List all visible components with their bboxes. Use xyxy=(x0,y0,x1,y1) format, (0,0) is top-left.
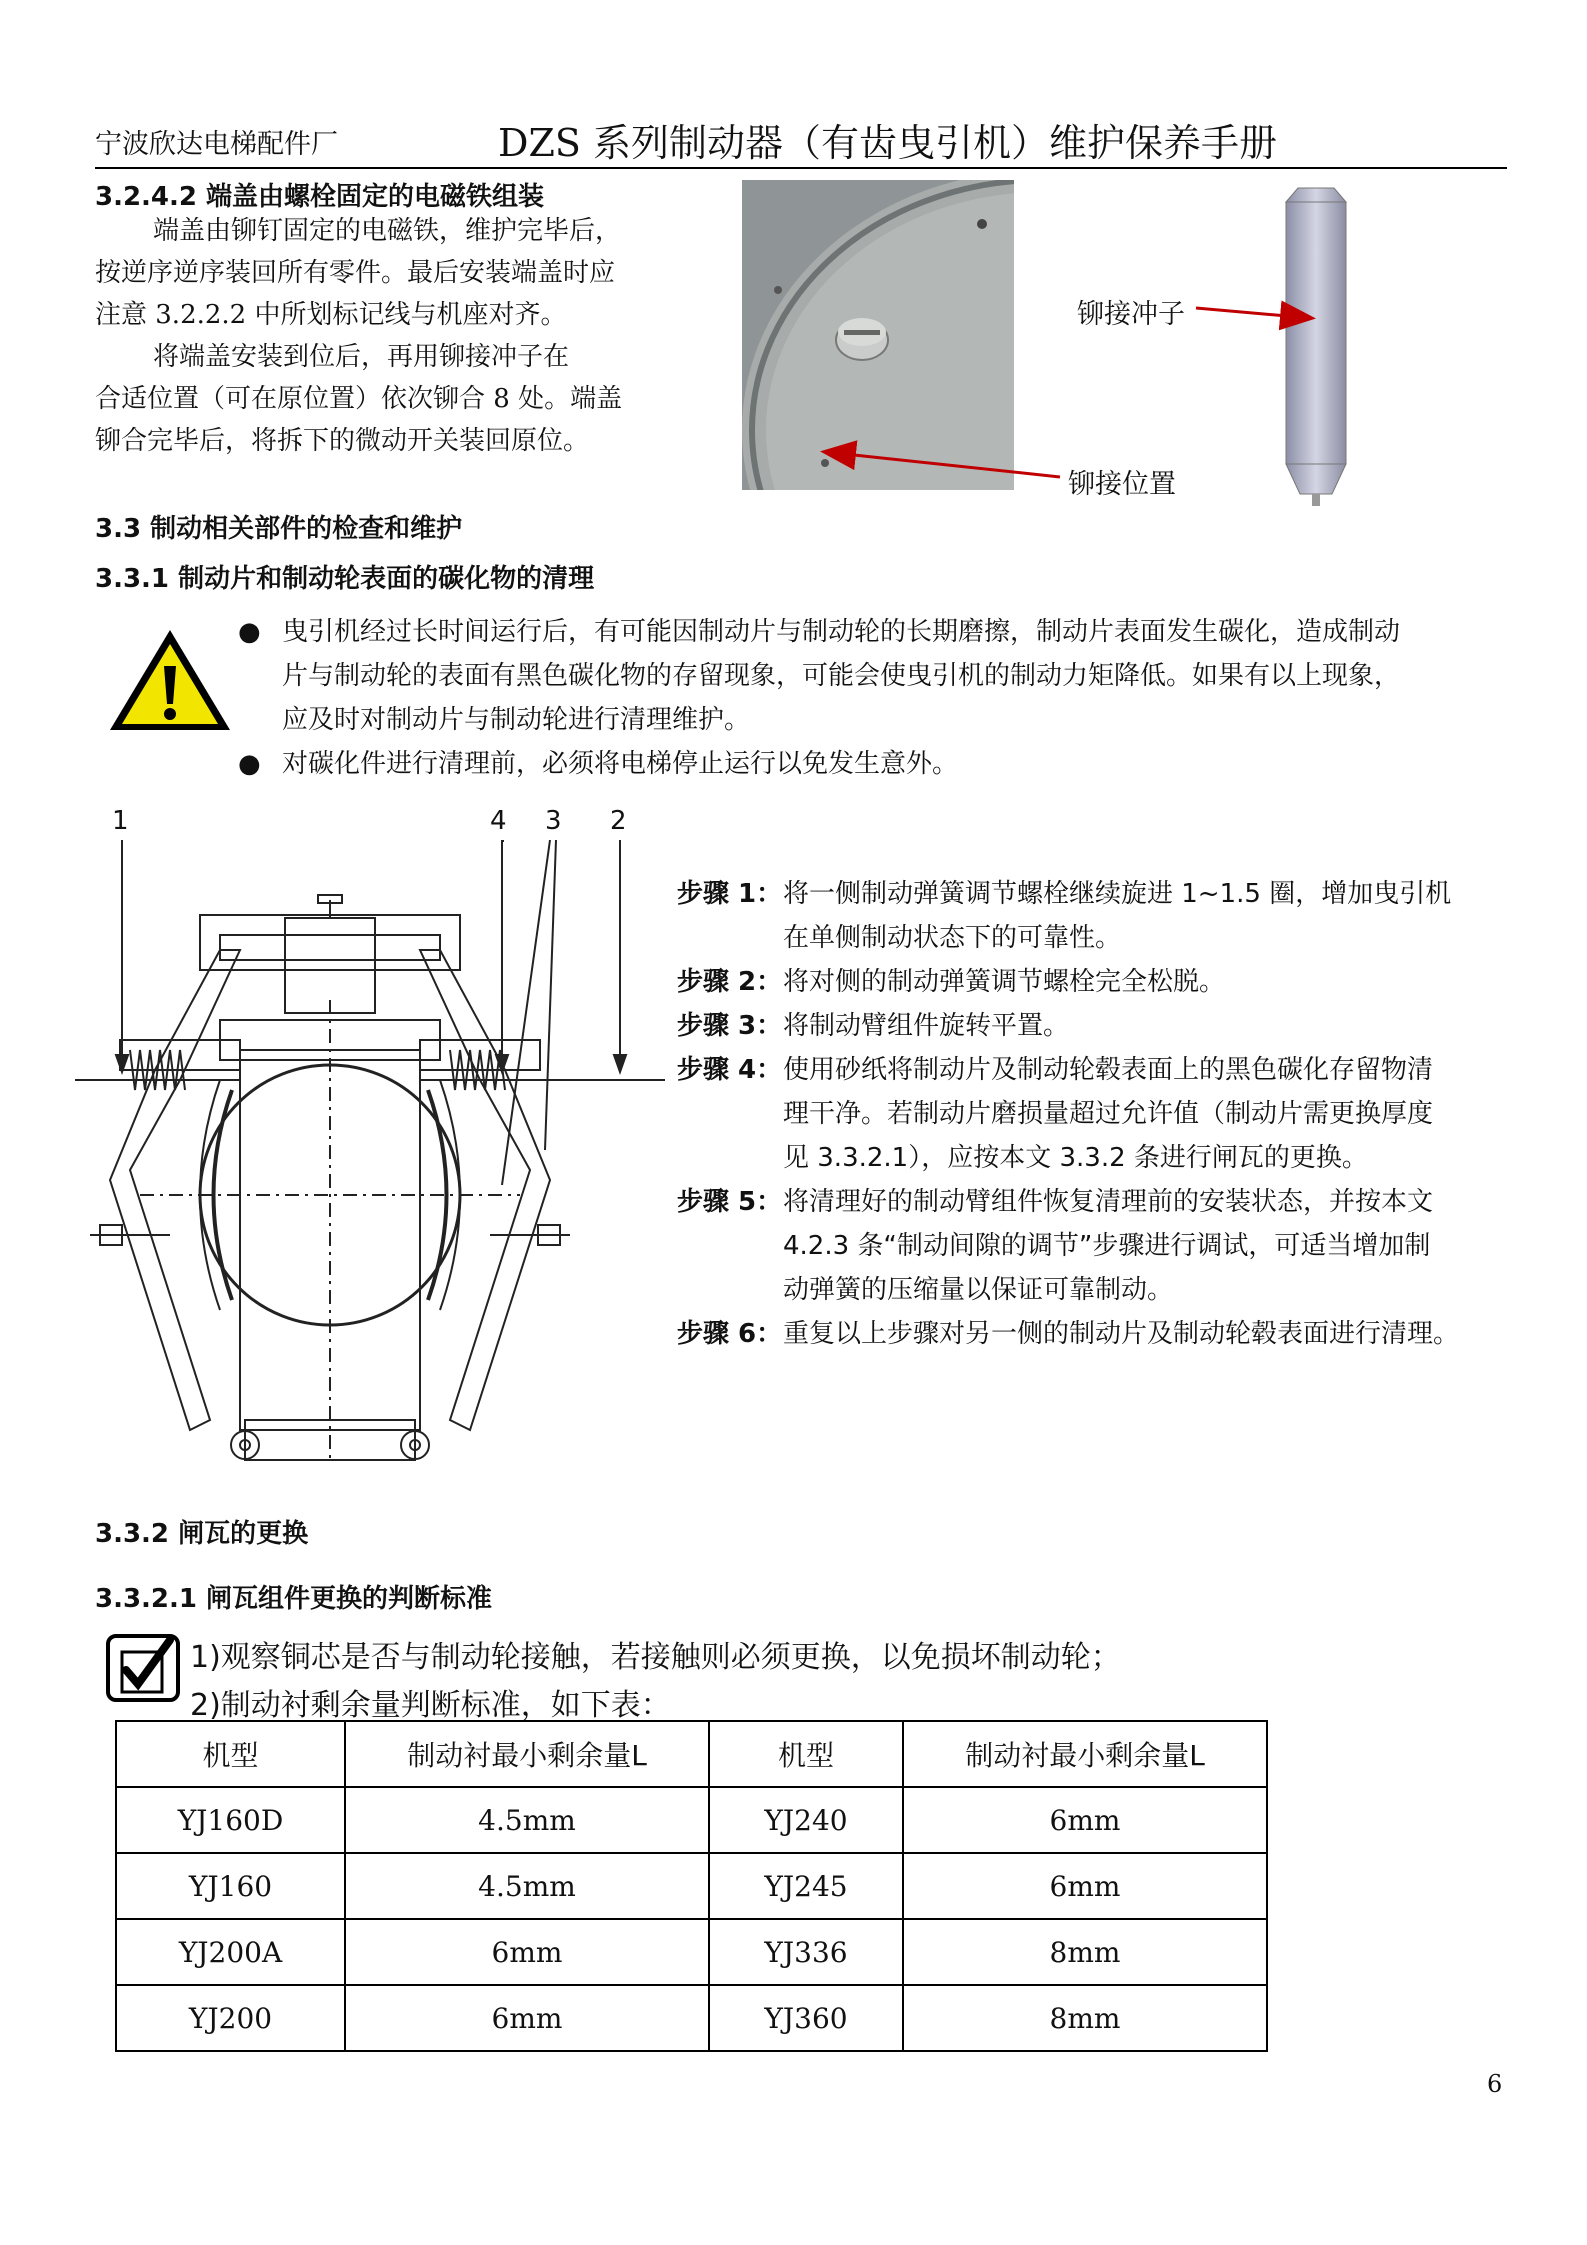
table-cell: 8mm xyxy=(903,1985,1267,2051)
heading-3-3-2-1: 3.3.2.1 闸瓦组件更换的判断标准 xyxy=(95,1584,493,1614)
step-item xyxy=(677,1004,1507,1048)
table-row xyxy=(116,1853,1267,1919)
step-label: 步骤 6： xyxy=(677,1319,783,1349)
step-line: 在单侧制动状态下的可靠性。 xyxy=(783,923,1122,953)
table-cell: 4.5mm xyxy=(345,1787,709,1853)
table-header: 机型 xyxy=(116,1721,345,1787)
step-label: 步骤 3： xyxy=(677,1011,783,1041)
step-item xyxy=(677,960,1507,1004)
list-item xyxy=(238,610,1508,742)
checkmark-icon xyxy=(104,1632,182,1704)
table-row xyxy=(116,1919,1267,1985)
step-line: 重复以上步骤对另一侧的制动片及制动轮毂表面进行清理。 xyxy=(783,1319,1460,1349)
table-cell: YJ200A xyxy=(116,1919,345,1985)
heading-3-3-1: 3.3.1 制动片和制动轮表面的碳化物的清理 xyxy=(95,564,595,594)
warning-icon xyxy=(106,626,234,734)
para-line: 合适位置（可在原位置）依次铆合 8 处。端盖 xyxy=(95,384,623,414)
step-line: 将制动臂组件旋转平置。 xyxy=(783,1011,1070,1041)
heading-3-2-4-2: 3.2.4.2 端盖由螺栓固定的电磁铁组装 xyxy=(95,182,545,212)
page-number: 6 xyxy=(1487,2070,1503,2098)
table-cell: YJ240 xyxy=(709,1787,903,1853)
list-item xyxy=(238,742,1508,786)
para-line: 铆合完毕后，将拆下的微动开关装回原位。 xyxy=(95,426,590,456)
step-label: 步骤 2： xyxy=(677,967,783,997)
diagram-label: 3 xyxy=(545,806,562,836)
lining-thickness-table xyxy=(115,1720,1268,2052)
company-name: 宁波欣达电梯配件厂 xyxy=(95,129,338,160)
step-line: 理干净。若制动片磨损量超过允许值（制动片需更换厚度 xyxy=(783,1099,1434,1129)
heading-3-3-2: 3.3.2 闸瓦的更换 xyxy=(95,1519,309,1549)
step-label: 步骤 5： xyxy=(677,1187,783,1217)
callout-arrows xyxy=(0,0,1587,520)
rivet-position-arrow xyxy=(826,452,1060,477)
table-cell: 4.5mm xyxy=(345,1853,709,1919)
table-cell: 6mm xyxy=(903,1787,1267,1853)
para-line: 将端盖安装到位后，再用铆接冲子在 xyxy=(153,342,570,372)
table-cell: YJ245 xyxy=(709,1853,903,1919)
table-cell: 6mm xyxy=(345,1985,709,2051)
manual-title: DZS 系列制动器（有齿曳引机）维护保养手册 xyxy=(498,121,1277,165)
table-cell: YJ336 xyxy=(709,1919,903,1985)
table-cell: 6mm xyxy=(903,1853,1267,1919)
bullet-line: 对碳化件进行清理前，必须将电梯停止运行以免发生意外。 xyxy=(282,749,959,779)
step-line: 动弹簧的压缩量以保证可靠制动。 xyxy=(783,1275,1174,1305)
table-row xyxy=(116,1985,1267,2051)
step-item xyxy=(677,1180,1507,1312)
punch-arrow xyxy=(1196,308,1310,318)
step-line: 4.2.3 条“制动间隙的调节”步骤进行调试，可适当增加制 xyxy=(783,1231,1431,1261)
table-header: 机型 xyxy=(709,1721,903,1787)
table-cell: YJ360 xyxy=(709,1985,903,2051)
diagram-label: 4 xyxy=(490,806,507,836)
bullet-line: 应及时对制动片与制动轮进行清理维护。 xyxy=(282,705,751,735)
bullet-list xyxy=(238,610,1508,786)
step-line: 将清理好的制动臂组件恢复清理前的安装状态，并按本文 xyxy=(783,1187,1434,1217)
bullet-line: 曳引机经过长时间运行后，有可能因制动片与制动轮的长期磨擦，制动片表面发生碳化，造成制动 xyxy=(282,617,1401,647)
step-item xyxy=(677,1312,1507,1356)
bullet-dot: ● xyxy=(238,749,261,779)
punch-callout: 铆接冲子 xyxy=(1077,299,1185,330)
step-label: 步骤 4： xyxy=(677,1055,783,1085)
heading-3-3: 3.3 制动相关部件的检查和维护 xyxy=(95,514,463,544)
para-line: 注意 3.2.2.2 中所划标记线与机座对齐。 xyxy=(95,300,567,330)
diagram-label: 2 xyxy=(610,806,627,836)
table-row xyxy=(116,1787,1267,1853)
criteria-note-1: 1)观察铜芯是否与制动轮接触，若接触则必须更换，以免损坏制动轮； xyxy=(190,1640,1121,1675)
step-line: 使用砂纸将制动片及制动轮毂表面上的黑色碳化存留物清 xyxy=(783,1055,1434,1085)
diagram-label: 1 xyxy=(112,806,129,836)
table-header-row xyxy=(116,1721,1267,1787)
table-cell: YJ160D xyxy=(116,1787,345,1853)
table-cell: 6mm xyxy=(345,1919,709,1985)
rivet-position-callout: 铆接位置 xyxy=(1068,469,1176,500)
step-item xyxy=(677,1048,1507,1180)
bullet-line: 片与制动轮的表面有黑色碳化物的存留现象，可能会使曳引机的制动力矩降低。如果有以上现象， xyxy=(282,661,1401,691)
table-cell: YJ200 xyxy=(116,1985,345,2051)
table-header: 制动衬最小剩余量L xyxy=(903,1721,1267,1787)
criteria-note-2: 2)制动衬剩余量判断标准，如下表： xyxy=(190,1688,671,1723)
table-cell: YJ160 xyxy=(116,1853,345,1919)
bullet-dot: ● xyxy=(238,617,261,647)
para-line: 按逆序逆序装回所有零件。最后安装端盖时应 xyxy=(95,258,616,288)
table-cell: 8mm xyxy=(903,1919,1267,1985)
step-line: 将一侧制动弹簧调节螺栓继续旋进 1~1.5 圈，增加曳引机 xyxy=(783,879,1452,909)
step-list xyxy=(677,872,1507,1356)
para-line: 端盖由铆钉固定的电磁铁，维护完毕后， xyxy=(153,216,622,246)
step-line: 见 3.3.2.1），应按本文 3.3.2 条进行闸瓦的更换。 xyxy=(783,1143,1368,1173)
table-header: 制动衬最小剩余量L xyxy=(345,1721,709,1787)
brake-assembly-drawing xyxy=(70,840,670,1490)
step-line: 将对侧的制动弹簧调节螺栓完全松脱。 xyxy=(783,967,1226,997)
step-item xyxy=(677,872,1507,960)
step-label: 步骤 1： xyxy=(677,879,783,909)
